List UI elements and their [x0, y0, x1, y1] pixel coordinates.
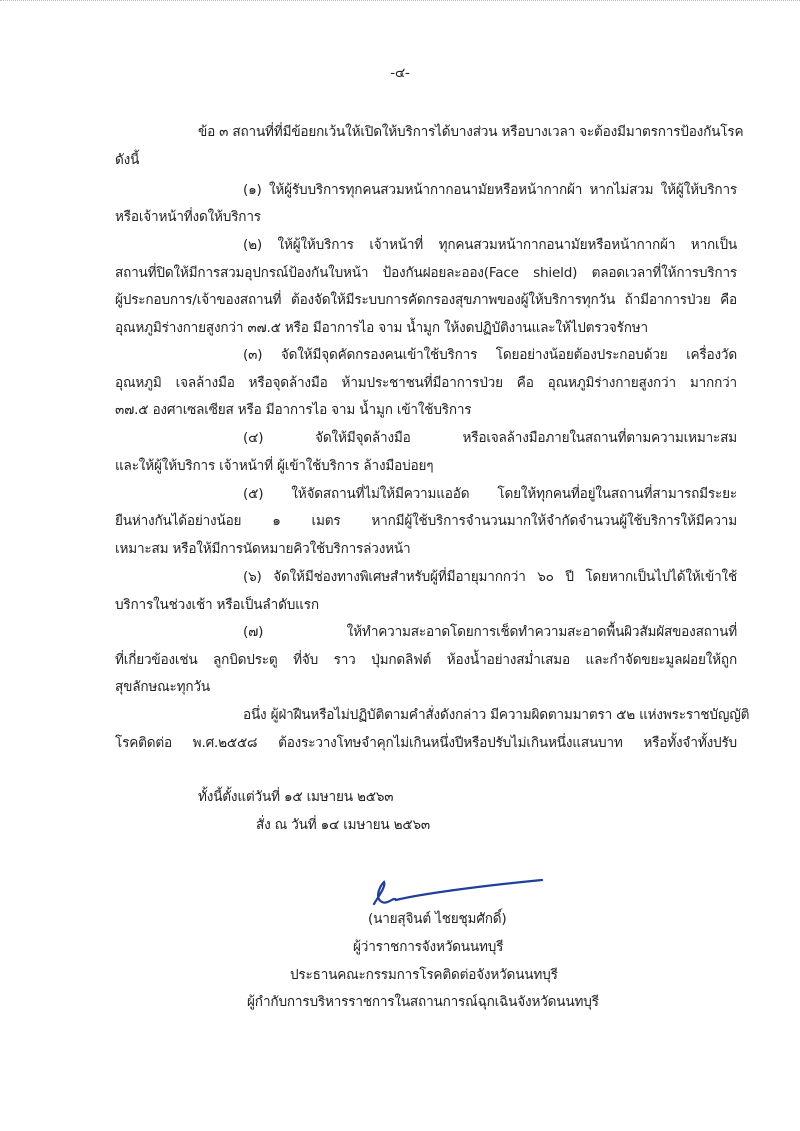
item-1: (๑) ให้ผู้รับบริการทุกคนสวมหน้ากากอนามัยหรือหน้ากากผ้า หากไม่สวม ให้ผู้ให้บริการ: [243, 182, 737, 198]
body-line: ๓๗.๕ องศาเซลเซียส หรือ มีอาการไอ จาม น้ำมูก เข้าใช้บริการ: [115, 402, 472, 418]
body-line: อุณหภูมิ เจลล้างมือ หรือจุดล้างมือ ห้ามประชาชนที่มีอาการป่วย คือ อุณหภูมิร่างกายสูงกว่า มากกว่า: [115, 375, 737, 391]
body-line: อุณหภูมิร่างกายสูงกว่า ๓๗.๕ หรือ มีอาการไอ จาม น้ำมูก ให้งดปฏิบัติงานและให้ไปตรวจรักษา: [115, 320, 648, 336]
signatory-title: ประธานคณะกรรมการโรคติดต่อจังหวัดนนทบุรี: [290, 967, 558, 983]
body-line: สุขลักษณะทุกวัน: [115, 679, 210, 695]
body-line: สถานที่ปิดให้มีการสวมอุปกรณ์ป้องกันใบหน้า ป้องกันฝอยละออง(Face shield) ตลอดเวลาที่ให้การบริการ: [115, 265, 737, 281]
scan-edge: [0, 0, 800, 7]
page-number: -๔-: [390, 65, 410, 81]
body-line: ดังนี้: [115, 152, 140, 168]
body-line: และให้ผู้ให้บริการ เจ้าหน้าที่ ผู้เข้าใช้บริการ ล้างมือบ่อยๆ: [115, 458, 434, 474]
clause-3-heading: ข้อ ๓ สถานที่ที่มีข้อยกเว้นให้เปิดให้บริการได้บางส่วน หรือบางเวลา จะต้องมีมาตรการป้องกันโรค: [198, 124, 744, 140]
item-7: (๗) ให้ทำความสะอาดโดยการเช็ดทำความสะอาดพื้นผิวสัมผัสของสถานที่: [243, 624, 737, 640]
body-line: เหมาะสม หรือให้มีการนัดหมายคิวใช้บริการล่วงหน้า: [115, 541, 411, 557]
body-line: บริการในช่วงเช้า หรือเป็นลำดับแรก: [115, 597, 319, 613]
item-4: (๔) จัดให้มีจุดล้างมือ หรือเจลล้างมือภายในสถานที่ตามความเหมาะสม: [243, 430, 737, 446]
item-3: (๓) จัดให้มีจุดคัดกรองคนเข้าใช้บริการ โดยอย่างน้อยต้องประกอบด้วย เครื่องวัด: [243, 347, 737, 363]
signatory-title: ผู้ว่าราชการจังหวัดนนทบุรี: [353, 939, 504, 955]
effective-date: ทั้งนี้ตั้งแต่วันที่ ๑๕ เมษายน ๒๕๖๓: [198, 789, 394, 805]
penalty-paragraph: อนึ่ง ผู้ฝ่าฝืนหรือไม่ปฏิบัติตามคำสั่งดังกล่าว มีความผิดตามมาตรา ๕๒ แห่งพระราชบัญญัติ: [243, 707, 750, 723]
signature: [360, 872, 550, 912]
item-6: (๖) จัดให้มีช่องทางพิเศษสำหรับผู้ที่มีอายุมากกว่า ๖๐ ปี โดยหากเป็นไปได้ให้เข้าใช้: [243, 569, 737, 585]
body-line: ยืนห่างกันได้อย่างน้อย ๑ เมตร หากมีผู้ใช้บริการจำนวนมากให้จำกัดจำนวนผู้ใช้บริการให้มีความ: [115, 513, 737, 529]
item-2: (๒) ให้ผู้ให้บริการ เจ้าหน้าที่ ทุกคนสวมหน้ากากอนามัยหรือหน้ากากผ้า หากเป็น: [243, 237, 737, 253]
body-line: หรือเจ้าหน้าที่งดให้บริการ: [115, 209, 261, 225]
item-5: (๕) ให้จัดสถานที่ไม่ให้มีความแออัด โดยให้ทุกคนที่อยู่ในสถานที่สามารถมีระยะ: [243, 486, 737, 502]
signatory-name: (นายสุจินต์ ไชยชุมศักดิ์): [368, 911, 507, 927]
body-line: โรคติดต่อ พ.ศ.๒๕๕๘ ต้องระวางโทษจำคุกไม่เกินหนึ่งปีหรือปรับไม่เกินหนึ่งแสนบาท หรือทั้งจำทั้งปรับ: [115, 735, 737, 751]
body-line: ที่เกี่ยวข้องเช่น ลูกบิดประตู ที่จับ ราว ปุ่มกดลิฟต์ ห้องน้ำอย่างสม่ำเสมอ และกำจัดขยะมูลฝอยให้ถูก: [115, 652, 737, 668]
order-date: สั่ง ณ วันที่ ๑๔ เมษายน ๒๕๖๓: [256, 817, 430, 833]
body-line: ผู้ประกอบการ/เจ้าของสถานที่ ต้องจัดให้มีระบบการคัดกรองสุขภาพของผู้ให้บริการทุกวัน ถ้ามีอาการป่วย คือ: [115, 292, 737, 308]
signatory-title: ผู้กำกับการบริหารราชการในสถานการณ์ฉุกเฉินจังหวัดนนทบุรี: [247, 994, 599, 1010]
